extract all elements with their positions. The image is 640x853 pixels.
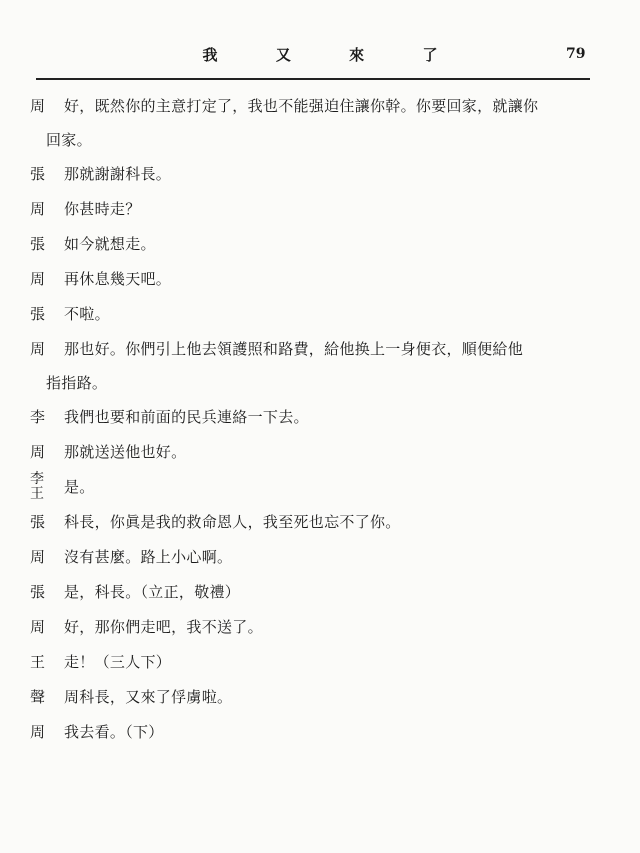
speech-text: 再休息幾天吧。 xyxy=(64,270,172,288)
title-char: 來 xyxy=(349,46,365,64)
speaker-label: 周 xyxy=(30,270,46,288)
speech-text: 走！（三人下） xyxy=(64,653,172,671)
dialogue-line xyxy=(30,339,600,407)
speaker-label: 張 xyxy=(30,165,46,183)
speaker-label: 周 xyxy=(30,548,46,566)
speaker-label: 周 xyxy=(30,97,46,115)
dialogue-line xyxy=(30,547,600,582)
speech-text: 沒有甚麼。路上小心啊。 xyxy=(64,548,233,566)
dialogue-line xyxy=(30,199,600,234)
speaker-label-bottom: 王 xyxy=(30,486,44,502)
dialogue-line xyxy=(30,164,600,199)
speaker-label: 周 xyxy=(30,340,46,358)
title-char: 我 xyxy=(202,46,218,64)
speech-text: 我們也要和前面的民兵連絡一下去。 xyxy=(64,408,309,426)
speech-text: 是，科長。（立正，敬禮） xyxy=(64,583,241,601)
speech-text-continuation: 指指路。 xyxy=(46,374,108,392)
speaker-label: 張 xyxy=(30,513,46,531)
speech-text xyxy=(46,96,600,150)
speaker-label: 張 xyxy=(30,235,46,253)
header-rule xyxy=(36,78,590,80)
speaker-label-top: 李 xyxy=(30,471,44,487)
dialogue-line xyxy=(30,722,600,757)
speech-text: 周科長，又來了俘虜啦。 xyxy=(64,688,233,706)
speech-text: 科長，你眞是我的救命恩人，我至死也忘不了你。 xyxy=(64,513,401,531)
dialogue-line xyxy=(30,442,600,477)
speaker-label: 聲 xyxy=(30,688,46,706)
title-char: 了 xyxy=(422,46,438,64)
dialogue-line xyxy=(30,96,600,164)
running-head-title xyxy=(200,44,440,65)
speech-text-main: 那也好。你們引上他去領護照和路費，給他换上一身便衣，順便給他 xyxy=(64,340,524,358)
speaker-label: 周 xyxy=(30,723,46,741)
speaker-label: 張 xyxy=(30,583,46,601)
speech-text: 我去看。（下） xyxy=(64,723,164,741)
speech-text xyxy=(46,339,600,393)
speaker-label-stacked xyxy=(30,472,64,502)
dialogue-block xyxy=(30,96,600,757)
dialogue-line xyxy=(30,234,600,269)
speech-text: 那就送送他也好。 xyxy=(64,443,187,461)
speaker-label: 周 xyxy=(30,200,46,218)
dialogue-line xyxy=(30,407,600,442)
speech-text-main: 好，既然你的主意打定了，我也不能强迫住讓你幹。你要回家，就讓你 xyxy=(64,97,539,115)
page-number: 79 xyxy=(566,46,586,62)
speech-text: 如今就想走。 xyxy=(64,235,156,253)
speaker-label: 王 xyxy=(30,653,46,671)
dialogue-line xyxy=(30,617,600,652)
dialogue-line xyxy=(30,652,600,687)
speech-text: 那就謝謝科長。 xyxy=(64,165,172,183)
speech-text: 你甚時走？ xyxy=(64,200,141,218)
speaker-label: 張 xyxy=(30,305,46,323)
speech-text-continuation: 回家。 xyxy=(46,131,92,149)
dialogue-line xyxy=(30,687,600,722)
speech-text: 是。 xyxy=(64,478,95,496)
dialogue-line xyxy=(30,304,600,339)
dialogue-line xyxy=(30,471,600,512)
speaker-label: 周 xyxy=(30,443,46,461)
dialogue-line xyxy=(30,269,600,304)
speech-text: 好，那你們走吧，我不送了。 xyxy=(64,618,263,636)
title-char: 又 xyxy=(275,46,291,64)
speech-text: 不啦。 xyxy=(64,305,110,323)
dialogue-line xyxy=(30,582,600,617)
speaker-label: 李 xyxy=(30,408,46,426)
speaker-label: 周 xyxy=(30,618,46,636)
dialogue-line xyxy=(30,512,600,547)
